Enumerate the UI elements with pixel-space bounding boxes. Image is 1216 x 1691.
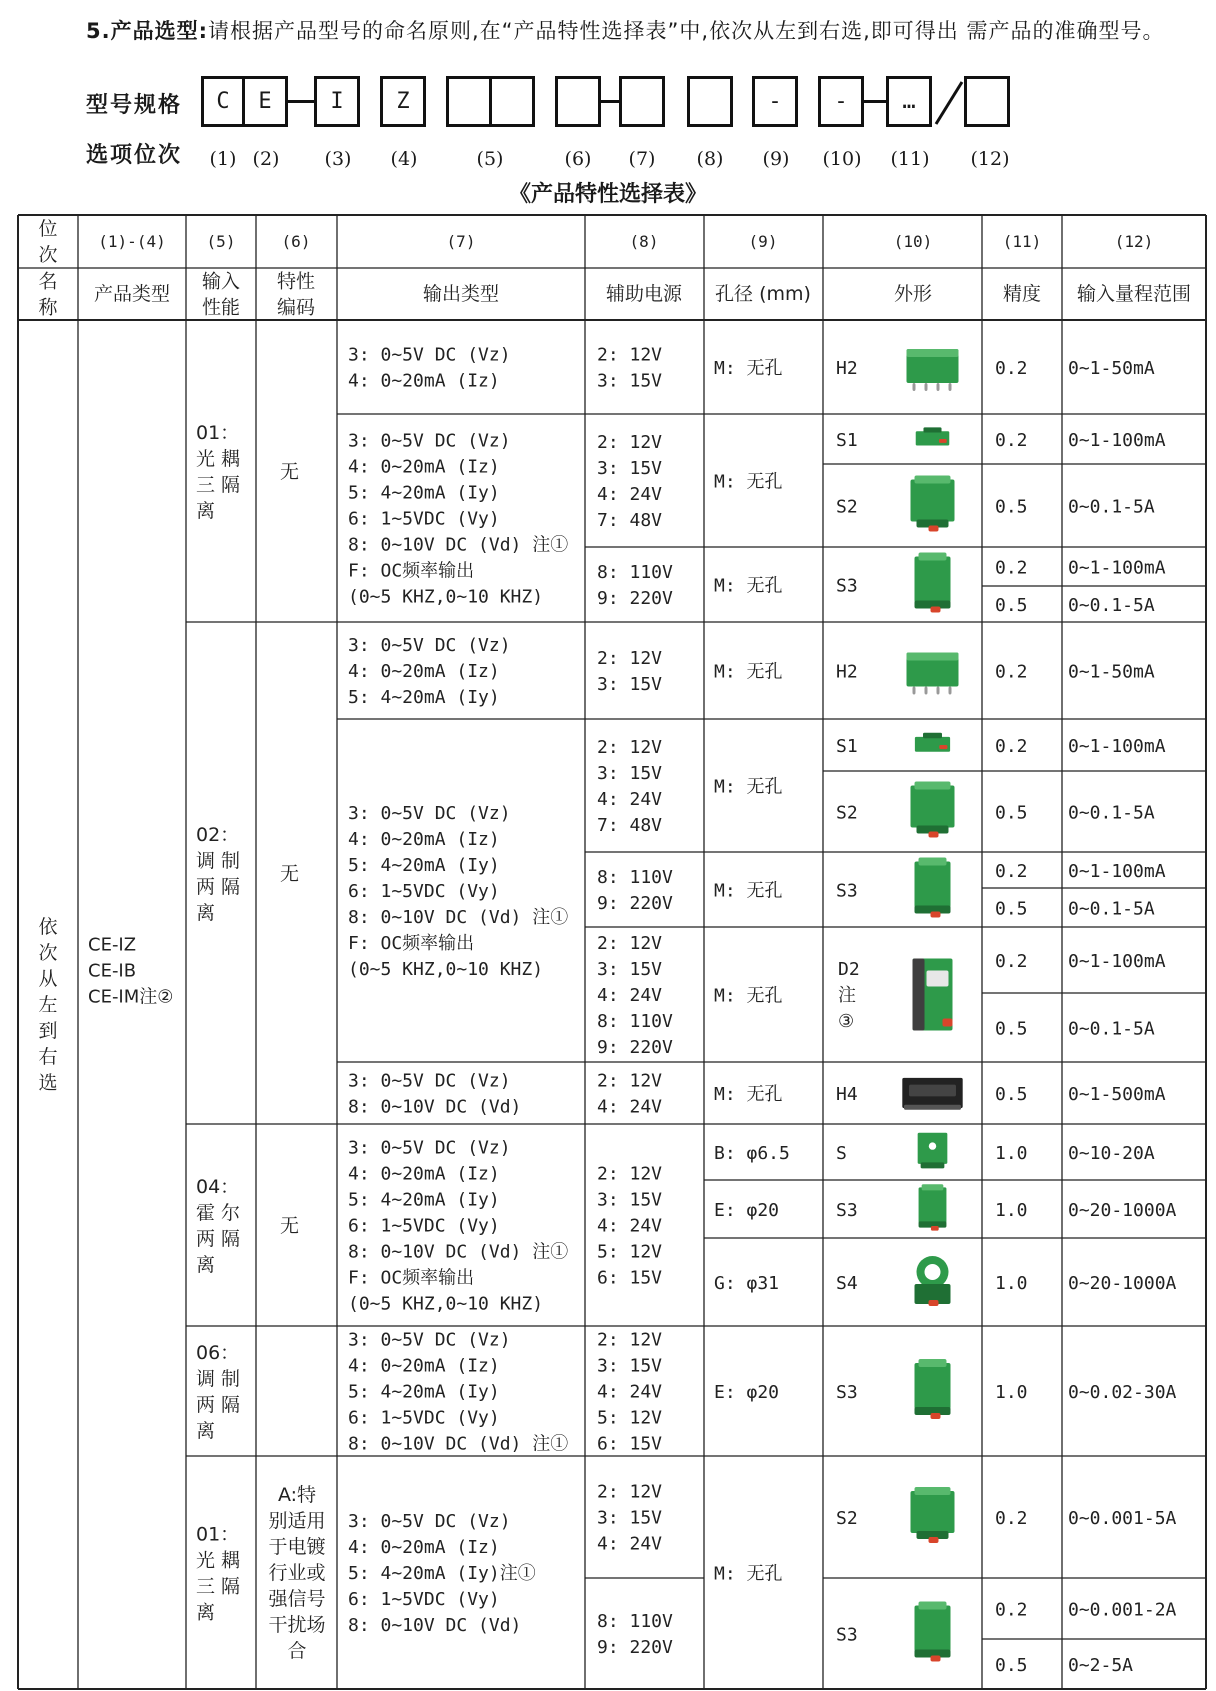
module-icon (911, 786, 955, 828)
product-type: CE-IM注② (88, 986, 174, 1008)
header-name: 输入 (201, 270, 241, 293)
range-value: 0~1-100mA (1068, 430, 1166, 451)
shape-code: S3 (836, 1200, 858, 1221)
module-icon (915, 862, 951, 908)
model-box-10: - (818, 76, 864, 127)
feature-code: 合 (287, 1640, 307, 1662)
output-type: 6: 1~5VDC (Vy) (348, 1215, 500, 1237)
module-terminal (939, 745, 947, 749)
module-terminal (929, 832, 939, 838)
module-pin (913, 687, 916, 695)
aux-power: 3: 15V (597, 1507, 663, 1529)
accuracy-value: 0.2 (995, 736, 1028, 757)
aux-power: 9: 220V (597, 1037, 673, 1058)
aux-power: 9: 220V (597, 588, 673, 609)
module-top (915, 476, 951, 484)
accuracy-value: 0.5 (995, 1018, 1028, 1040)
hole-diameter: M: 无孔 (714, 1563, 783, 1585)
output-type: 3: 0~5V DC (Vz) (348, 635, 511, 656)
module-icon (916, 431, 950, 445)
output-type: 6: 1~5VDC (Vy) (348, 508, 500, 530)
shape-code: S3 (836, 1624, 858, 1646)
aux-power: 3: 15V (597, 1355, 663, 1377)
header-name: 编码 (276, 296, 316, 319)
model-box-9: - (752, 76, 798, 127)
aux-power: 4: 24V (597, 985, 663, 1006)
output-type: 5: 4~20mA (Iy) (348, 482, 500, 504)
module-top (907, 653, 959, 661)
aux-power: 7: 48V (597, 510, 663, 531)
range-value: 0~1-100mA (1068, 557, 1166, 579)
module-terminal (931, 1656, 941, 1662)
input-performance: 两 隔 (196, 1394, 241, 1416)
module-hole (929, 1142, 936, 1149)
output-type: 6: 1~5VDC (Vy) (348, 881, 500, 902)
module-terminal (931, 912, 941, 918)
hole-diameter: B: φ6.5 (714, 1143, 790, 1164)
module-base (904, 1105, 961, 1110)
feature-code: 别适用 (268, 1510, 326, 1532)
aux-power: 7: 48V (597, 815, 663, 836)
position-7: (7) (628, 148, 656, 170)
shape-code: H2 (836, 661, 858, 683)
output-type: 3: 0~5V DC (Vz) (348, 1137, 511, 1159)
header-position: (1)-(4) (98, 232, 166, 251)
feature-code: 强信号 (268, 1588, 326, 1610)
input-performance: 三 隔 (196, 1575, 241, 1598)
accuracy-value: 1.0 (995, 1200, 1028, 1221)
name-column-text: 从 (38, 968, 58, 990)
product-type: CE-IB (88, 960, 137, 982)
shape-code: S3 (836, 575, 858, 597)
output-type: 6: 1~5VDC (Vy) (348, 1589, 500, 1610)
output-type: 3: 0~5V DC (Vz) (348, 1511, 511, 1532)
output-type: 3: 0~5V DC (Vz) (348, 1070, 511, 1092)
output-type: 8: 0~10V DC (Vd) 注① (348, 907, 569, 928)
header-name: 孔径 (mm) (715, 283, 811, 305)
shape-code: S1 (836, 736, 858, 757)
module-top (919, 553, 947, 561)
module-base (921, 1162, 945, 1168)
range-value: 0~2-5A (1068, 1655, 1134, 1676)
input-performance: 霍 尔 (196, 1202, 241, 1224)
range-value: 0~0.02-30A (1068, 1382, 1177, 1403)
output-type: 4: 0~20mA (Iz) (348, 456, 500, 478)
range-value: 0~0.1-5A (1068, 1018, 1155, 1040)
feature-code: 无 (280, 863, 300, 885)
shape-code: S3 (836, 1382, 858, 1403)
module-top (907, 349, 959, 357)
position-9: (9) (762, 148, 790, 170)
module-icon (915, 1606, 951, 1652)
accuracy-value: 0.5 (995, 802, 1028, 824)
output-type: 5: 4~20mA (Iy) (348, 855, 500, 876)
position-8: (8) (696, 148, 724, 170)
input-performance: 光 耦 (196, 448, 241, 470)
range-value: 0~20-1000A (1068, 1200, 1177, 1221)
name-column-text: 左 (38, 994, 58, 1016)
intro-heading: 5.产品选型: (86, 19, 208, 43)
header-name: 产品类型 (93, 283, 171, 305)
feature-code: 无 (280, 1215, 300, 1237)
module-terminal (931, 607, 941, 613)
range-value: 0~0.1-5A (1068, 802, 1155, 824)
output-type: 4: 0~20mA (Iz) (348, 1355, 500, 1377)
module-pin (925, 687, 928, 695)
aux-power: 4: 24V (597, 1533, 663, 1555)
aux-power: 8: 110V (597, 867, 673, 888)
accuracy-value: 0.5 (995, 595, 1028, 616)
accuracy-value: 0.2 (995, 557, 1028, 579)
table-caption: 《产品特性选择表》 (508, 182, 707, 207)
module-pin (949, 383, 952, 391)
module-pin (949, 687, 952, 695)
output-type: 8: 0~10V DC (Vd) 注① (348, 1433, 569, 1455)
feature-code: 干扰场 (268, 1614, 326, 1636)
module-window (909, 1085, 956, 1097)
hole-diameter: E: φ20 (714, 1382, 780, 1403)
shape-code: S1 (836, 430, 858, 451)
header-position: (7) (446, 232, 476, 251)
header-name: 精度 (1002, 283, 1042, 305)
output-type: F: OC频率输出 (348, 1267, 475, 1289)
aux-power: 2: 12V (597, 344, 663, 366)
name-column-text: 选 (38, 1072, 58, 1094)
position-4: (4) (390, 148, 418, 170)
name-column-text: 次 (38, 942, 58, 964)
input-performance: 调 制 (196, 850, 241, 872)
output-type: 8: 0~10V DC (Vd) 注① (348, 534, 569, 556)
position-12: (12) (970, 148, 1010, 170)
model-box-1: C (201, 76, 245, 127)
input-performance: 离 (196, 500, 216, 522)
position-5: (5) (476, 148, 504, 170)
module-terminal (939, 439, 947, 443)
module-rail (913, 959, 925, 1031)
aux-power: 8: 110V (597, 1011, 673, 1032)
input-performance: 离 (196, 1254, 216, 1276)
aux-power: 8: 110V (597, 1611, 673, 1632)
input-performance: 02： (196, 824, 240, 846)
header-name: 辅助电源 (605, 283, 683, 305)
shape-code: S3 (836, 880, 858, 902)
range-value: 0~1-100mA (1068, 861, 1166, 882)
output-type: 5: 4~20mA (Iy) (348, 1381, 500, 1403)
output-type: 4: 0~20mA (Iz) (348, 1163, 500, 1185)
accuracy-value: 1.0 (995, 1273, 1028, 1294)
accuracy-value: 0.2 (995, 951, 1028, 972)
shape-code: S2 (836, 802, 858, 824)
output-type: (0~5 KHZ,0~10 KHZ) (348, 959, 544, 980)
input-performance: 离 (196, 1601, 216, 1624)
shape-code: S (836, 1143, 847, 1164)
accuracy-value: 1.0 (995, 1143, 1028, 1164)
hole-diameter: M: 无孔 (714, 985, 783, 1007)
accuracy-value: 0.2 (995, 1508, 1028, 1529)
input-performance: 离 (196, 1420, 216, 1442)
output-type: 4: 0~20mA (Iz) (348, 661, 500, 682)
module-icon (919, 1187, 947, 1223)
hole-diameter: M: 无孔 (714, 471, 783, 493)
hole-diameter: E: φ20 (714, 1200, 780, 1221)
aux-power: 4: 24V (597, 484, 663, 505)
header-position: (6) (281, 232, 311, 251)
input-performance: 三 隔 (196, 474, 241, 496)
range-value: 0~0.1-5A (1068, 496, 1155, 518)
range-value: 0~0.001-2A (1068, 1599, 1177, 1621)
accuracy-value: 0.5 (995, 496, 1028, 518)
module-label (927, 971, 949, 987)
header-position: (10) (893, 232, 933, 251)
module-terminal (929, 1537, 939, 1543)
output-type: 6: 1~5VDC (Vy) (348, 1407, 500, 1429)
aux-power: 3: 15V (597, 763, 663, 784)
header-name: 称 (38, 296, 58, 319)
model-box-3: I (314, 76, 360, 127)
accuracy-value: 0.2 (995, 661, 1028, 683)
header-name: 名 (38, 270, 58, 293)
header-position: (5) (206, 232, 236, 251)
output-type: 4: 0~20mA (Iz) (348, 1537, 500, 1558)
output-type: 8: 0~10V DC (Vd) (348, 1615, 522, 1636)
aux-power: 3: 15V (597, 458, 663, 479)
position-6: (6) (564, 148, 592, 170)
range-value: 0~1-100mA (1068, 736, 1166, 757)
input-performance: 两 隔 (196, 876, 241, 898)
model-box-2: E (242, 76, 288, 127)
positions-label: 选项位次 (86, 143, 183, 168)
aux-power: 2: 12V (597, 1329, 663, 1351)
aux-power: 3: 15V (597, 1189, 663, 1211)
output-type: (0~5 KHZ,0~10 KHZ) (348, 1293, 544, 1315)
shape-code: H2 (836, 358, 858, 379)
output-type: 4: 0~20mA (Iz) (348, 829, 500, 850)
hole-diameter: M: 无孔 (714, 575, 783, 597)
header-name: 外形 (893, 283, 933, 305)
header-position: (11) (1002, 232, 1042, 251)
input-performance: 离 (196, 902, 216, 924)
input-performance: 01： (196, 422, 240, 444)
output-type: 3: 0~5V DC (Vz) (348, 1329, 511, 1351)
aux-power: 9: 220V (597, 893, 673, 914)
intro-text: 请根据产品型号的命名原则,在“产品特性选择表”中,依次从左到右选,即可得出 需产品的准确型号。 (208, 19, 1165, 43)
hole-diameter: M: 无孔 (714, 661, 783, 683)
range-value: 0~20-1000A (1068, 1273, 1177, 1294)
feature-code: A:特 (277, 1484, 317, 1506)
accuracy-value: 0.2 (995, 430, 1028, 451)
aux-power: 3: 15V (597, 370, 663, 392)
product-type: CE-IZ (88, 934, 137, 956)
output-type: 5: 4~20mA (Iy) (348, 1189, 500, 1211)
module-terminal (931, 1413, 941, 1419)
aux-power: 2: 12V (597, 1481, 663, 1503)
range-value: 0~0.1-5A (1068, 898, 1155, 920)
shape-code: S4 (836, 1273, 858, 1294)
aux-power: 3: 15V (597, 959, 663, 980)
header-position: (9) (748, 232, 778, 251)
hole-diameter: M: 无孔 (714, 1084, 783, 1105)
module-top (923, 427, 941, 432)
input-performance: 04： (196, 1176, 240, 1198)
model-label: 型号规格 (86, 93, 183, 118)
accuracy-value: 0.5 (995, 1084, 1028, 1105)
module-terminal (931, 1226, 939, 1231)
hole-diameter: G: φ31 (714, 1273, 780, 1294)
input-performance: 光 耦 (196, 1549, 241, 1572)
output-type: F: OC频率输出 (348, 560, 475, 582)
output-type: 8: 0~10V DC (Vd) (348, 1096, 522, 1118)
aux-power: 2: 12V (597, 1163, 663, 1185)
aux-power: 4: 24V (597, 789, 663, 810)
position-11: (11) (890, 148, 930, 170)
range-value: 0~1-100mA (1068, 951, 1166, 972)
aux-power: 2: 12V (597, 933, 663, 954)
position-3: (3) (324, 148, 352, 170)
accuracy-value: 1.0 (995, 1382, 1028, 1403)
accuracy-value: 0.2 (995, 861, 1028, 882)
header-name: 输入量程范围 (1076, 283, 1192, 305)
input-performance: 调 制 (196, 1368, 241, 1390)
output-type: F: OC频率输出 (348, 933, 475, 954)
aux-power: 4: 24V (597, 1096, 663, 1118)
module-pin (925, 383, 928, 391)
shape-code: D2 (838, 959, 860, 980)
aux-power: 6: 15V (597, 1267, 663, 1289)
name-column-text: 到 (38, 1020, 58, 1042)
module-icon (911, 480, 955, 522)
hole-diameter: M: 无孔 (714, 880, 783, 902)
module-terminal (929, 1300, 939, 1306)
output-type: 5: 4~20mA (Iy) (348, 687, 500, 708)
aux-power: 4: 24V (597, 1381, 663, 1403)
accuracy-value: 0.5 (995, 1655, 1028, 1676)
input-performance: 06： (196, 1342, 240, 1364)
aux-power: 5: 12V (597, 1241, 663, 1263)
shape-code: 注 (838, 985, 856, 1006)
range-value: 0~1-50mA (1068, 358, 1155, 379)
shape-code: H4 (836, 1084, 858, 1105)
range-value: 0~10-20A (1068, 1143, 1155, 1164)
aux-power: 2: 12V (597, 432, 663, 453)
model-box-4: Z (380, 76, 426, 127)
range-value: 0~0.1-5A (1068, 595, 1155, 616)
name-column-text: 依 (38, 916, 58, 938)
feature-code: 无 (280, 461, 300, 483)
module-top (915, 1487, 951, 1495)
position-2: (2) (252, 148, 280, 170)
shape-code: ③ (838, 1011, 855, 1032)
feature-code: 行业或 (268, 1562, 326, 1584)
aux-power: 2: 12V (597, 737, 663, 758)
output-type: 3: 0~5V DC (Vz) (348, 344, 511, 366)
output-type: (0~5 KHZ,0~10 KHZ) (348, 586, 544, 608)
position-10: (10) (822, 148, 862, 170)
module-icon (911, 1491, 955, 1533)
accuracy-value: 0.5 (995, 898, 1028, 920)
input-performance: 01： (196, 1523, 240, 1546)
aux-power: 4: 24V (597, 1215, 663, 1237)
module-pin (937, 383, 940, 391)
header-name: 输出类型 (422, 283, 500, 305)
module-terminal (929, 526, 939, 532)
aux-power: 6: 15V (597, 1433, 663, 1455)
output-type: 4: 0~20mA (Iz) (348, 370, 500, 392)
output-type: 5: 4~20mA (Iy)注① (348, 1563, 536, 1584)
aux-power: 9: 220V (597, 1637, 673, 1658)
aux-power: 2: 12V (597, 1070, 663, 1092)
hole-diameter: M: 无孔 (714, 776, 783, 798)
aux-power: 5: 12V (597, 1407, 663, 1429)
module-pin (937, 687, 940, 695)
module-top (919, 1359, 947, 1367)
header-position: (12) (1114, 232, 1154, 251)
accuracy-value: 0.2 (995, 358, 1028, 379)
aux-power: 8: 110V (597, 562, 673, 583)
name-column-text: 右 (38, 1046, 58, 1068)
shape-code: S2 (836, 496, 858, 518)
hole-diameter: M: 无孔 (714, 358, 783, 379)
header-position: 次 (38, 244, 58, 266)
accuracy-value: 0.2 (995, 1599, 1028, 1621)
module-top (915, 782, 951, 790)
module-top (919, 858, 947, 866)
header-name: 特性 (276, 270, 316, 293)
aux-power: 3: 15V (597, 674, 663, 695)
range-value: 0~1-50mA (1068, 661, 1155, 683)
aux-power: 2: 12V (597, 648, 663, 669)
module-top (923, 733, 942, 738)
header-position: 位 (38, 218, 58, 240)
range-value: 0~0.001-5A (1068, 1508, 1177, 1529)
input-performance: 两 隔 (196, 1228, 241, 1250)
module-top (919, 1602, 947, 1610)
module-pin (913, 383, 916, 391)
header-position: (8) (629, 232, 659, 251)
module-icon (915, 557, 951, 603)
output-type: 3: 0~5V DC (Vz) (348, 430, 511, 452)
module-icon (915, 1363, 951, 1409)
feature-code: 于电镀 (268, 1536, 326, 1558)
output-type: 8: 0~10V DC (Vd) 注① (348, 1241, 569, 1263)
module-hole (925, 1264, 941, 1280)
module-icon (915, 737, 950, 752)
position-1: (1) (209, 148, 237, 170)
shape-code: S2 (836, 1508, 858, 1529)
header-name: 性能 (201, 296, 241, 319)
module-top (922, 1184, 944, 1190)
model-box-11: … (886, 76, 932, 127)
range-value: 0~1-500mA (1068, 1084, 1166, 1105)
module-terminal (943, 1019, 953, 1027)
output-type: 3: 0~5V DC (Vz) (348, 803, 511, 824)
